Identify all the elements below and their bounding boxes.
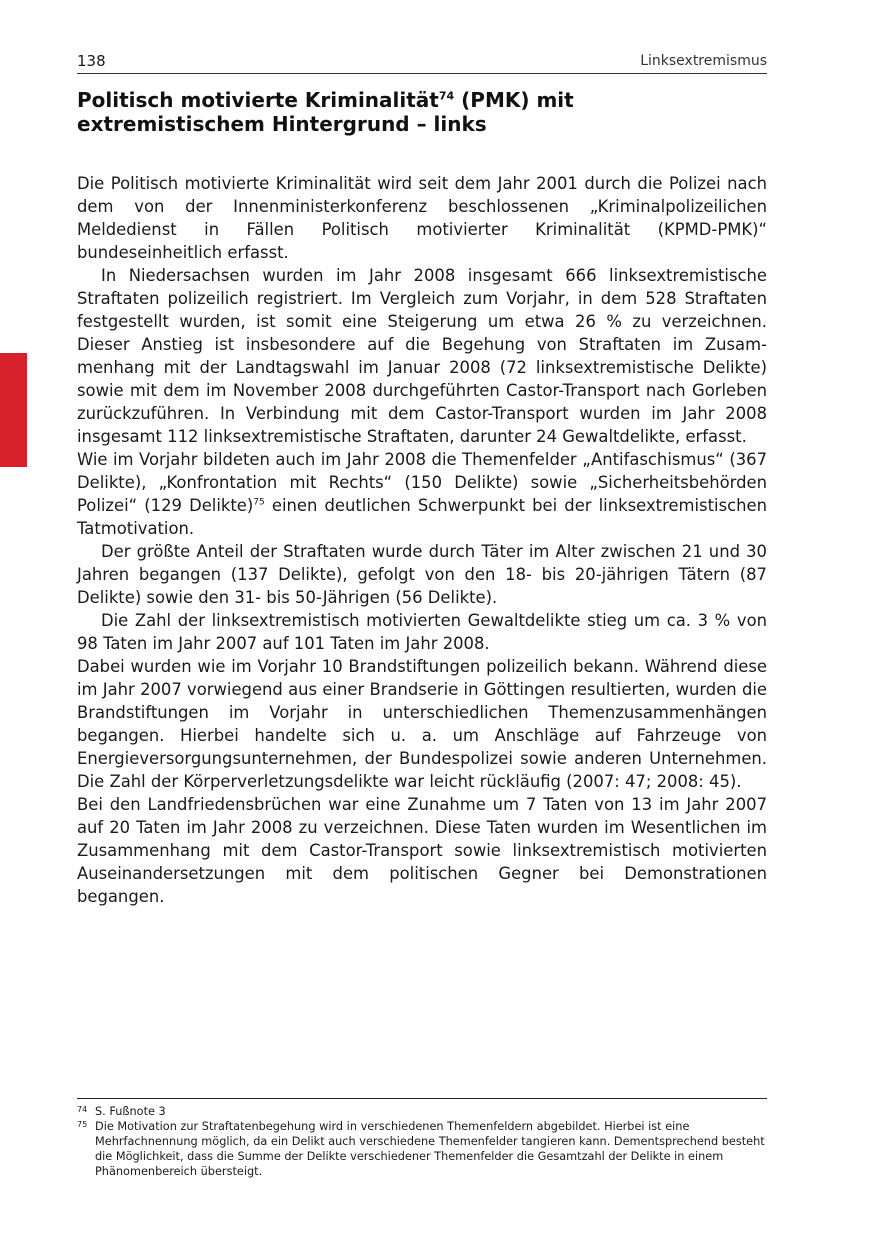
footnotes xyxy=(77,1098,767,1179)
footnote-text: S. Fußnote 3 xyxy=(95,1105,166,1118)
footnote-75 xyxy=(77,1119,767,1179)
paragraph-4: Der größte Anteil der Straftaten wurde durch Täter im Alter zwischen 21 und 30 Jahren begangen (137 Delikte), gefolgt von den 18- bis 20-jährigen Tätern (87 Delikte) sowie den 31- bis 50-Jährigen (56 Delikte). xyxy=(77,542,767,607)
title-footnote-ref: 74 xyxy=(438,89,455,103)
footnote-74 xyxy=(77,1104,767,1119)
page-number: 138 xyxy=(77,52,106,70)
running-head: Linksextremismus xyxy=(640,53,767,69)
paragraph-3-text-end: einen deutlichen Schwerpunkt bei der linksextremistischen Tatmotivation. xyxy=(77,496,767,538)
footnote-mark: 75 xyxy=(77,1120,88,1129)
title-text-end: (PMK) mit extremistischem Hintergrund – links xyxy=(77,88,574,136)
page-header xyxy=(77,51,767,74)
paragraph-3-footnote-ref: 75 xyxy=(253,497,265,508)
paragraph-1: Die Politisch motivierte Kriminalität wird seit dem Jahr 2001 durch die Polizei nach dem von der Innenministerkonferenz beschlossenen „Kriminalpolizeilichen Meldedienst in Fällen Politisch motivierter Kriminalität (KPMD-PMK)“ bundeseinheitlich erfasst. xyxy=(77,174,767,262)
body-text xyxy=(77,172,767,908)
paragraph-2: In Niedersachsen wurden im Jahr 2008 insgesamt 666 linksextremistische Straftaten polizeilich registriert. Im Vergleich zum Vorjahr, in dem 528 Straftaten festgestellt wurden, ist somit eine Steigerung um etwa 26 % zu verzeichnen. Dieser Anstieg ist insbesondere auf die Begehung von Straftaten im Zusammenhang mit der Landtagswahl im Januar 2008 (72 linksextremistische Delikte) sowie mit dem im November 2008 durchgeführten Castor-Transport nach Gorleben zurückzuführen. In Verbindung mit dem Castor-Transport wurden im Jahr 2008 insgesamt 112 linksextremistische Straftaten, darunter 24 Gewaltdelikte, erfasst. xyxy=(77,266,767,446)
footnote-text: Die Motivation zur Straftatenbegehung wird in verschiedenen Themenfeldern abgebildet. Hierbei ist eine Mehrfachnennung möglich, da ein Delikt auch verschiedene Themenfelder tangieren kann. Dementsprechend besteht die Möglichkeit, dass die Summe der Delikte verschiedener Themenfelder die Gesamtzahl der Delikte in einem Phänomenbereich übersteigt. xyxy=(95,1120,765,1178)
chapter-side-tab xyxy=(0,353,27,467)
paragraph-6: Dabei wurden wie im Vorjahr 10 Brandstiftungen polizeilich bekann. Während diese im Jahr 2007 vorwiegend aus einer Brandserie in Göttingen resultierten, wurden die Brandstiftungen im Vorjahr in unterschiedlichen Themenzusammenhängen begangen. Hierbei handelte sich u. a. um Anschläge auf Fahrzeuge von Energieversorgungsunternehmen, der Bundespolizei sowie anderen Unternehmen. Die Zahl der Körperverletzungsdelikte war leicht rückläufig (2007: 47; 2008: 45). xyxy=(77,657,767,791)
paragraph-3-text-start: Wie im Vorjahr bildeten auch im Jahr 2008 die Themenfelder „Antifaschismus“ (367 Delikte), „Konfrontation mit Rechts“ (150 Delikte) sowie „Sicherheitsbehörden Polizei“ (129 Delikte) xyxy=(77,450,767,515)
paragraph-5: Die Zahl der linksextremistisch motivierten Gewaltdelikte stieg um ca. 3 % von 98 Taten im Jahr 2007 auf 101 Taten im Jahr 2008. xyxy=(77,611,767,653)
paragraph-7: Bei den Landfriedensbrüchen war eine Zunahme um 7 Taten von 13 im Jahr 2007 auf 20 Taten im Jahr 2008 zu verzeichnen. Diese Taten wurden im Wesentlichen im Zusammenhang mit dem Castor-Transport sowie linksextremistisch motivierten Auseinandersetzungen mit dem politischen Gegner bei Demonstrationen begangen. xyxy=(77,795,767,906)
title-text-start: Politisch motivierte Kriminalität xyxy=(77,88,439,112)
footnote-mark: 74 xyxy=(77,1105,88,1114)
section-title xyxy=(77,88,767,136)
paragraph-3 xyxy=(77,448,767,540)
